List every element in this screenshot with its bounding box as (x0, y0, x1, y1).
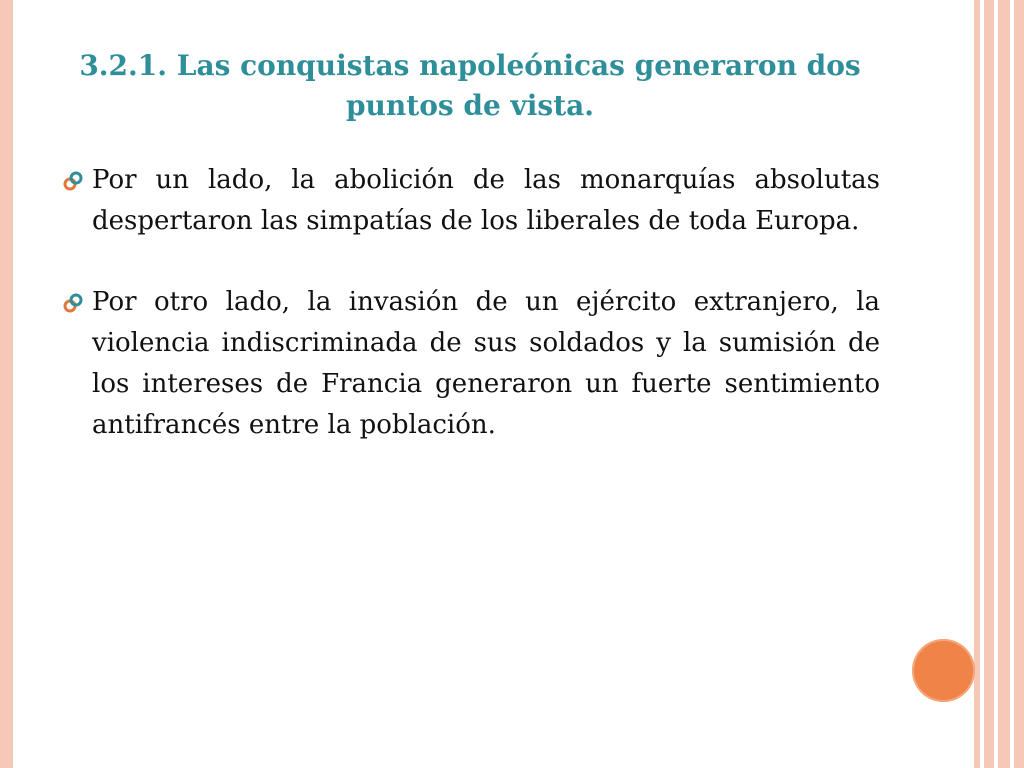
stripe (998, 0, 1010, 768)
bullet-text: Por otro lado, la invasión de un ejército extranjero, la violencia indiscriminada de sus soldados y la sumisión de los intereses de Francia generaron un fuerte sentimiento antifrancés entre la población. (92, 287, 880, 440)
slide-title: 3.2.1. Las conquistas napoleónicas generaron dos puntos de vista. (79, 49, 861, 122)
right-border-stripes (974, 0, 1024, 768)
stripe (1014, 0, 1024, 768)
chain-link-icon (62, 170, 84, 192)
chain-link-icon (62, 292, 84, 314)
bullet-list (60, 160, 880, 486)
bullet-item (60, 282, 880, 446)
bullet-text: Por un lado, la abolición de las monarquías absolutas despertaron las simpatías de los liberales de toda Europa. (92, 165, 880, 236)
bullet-item (60, 160, 880, 242)
stripe (984, 0, 994, 768)
left-border-stripe (0, 0, 13, 768)
orange-circle-decoration (912, 639, 975, 702)
